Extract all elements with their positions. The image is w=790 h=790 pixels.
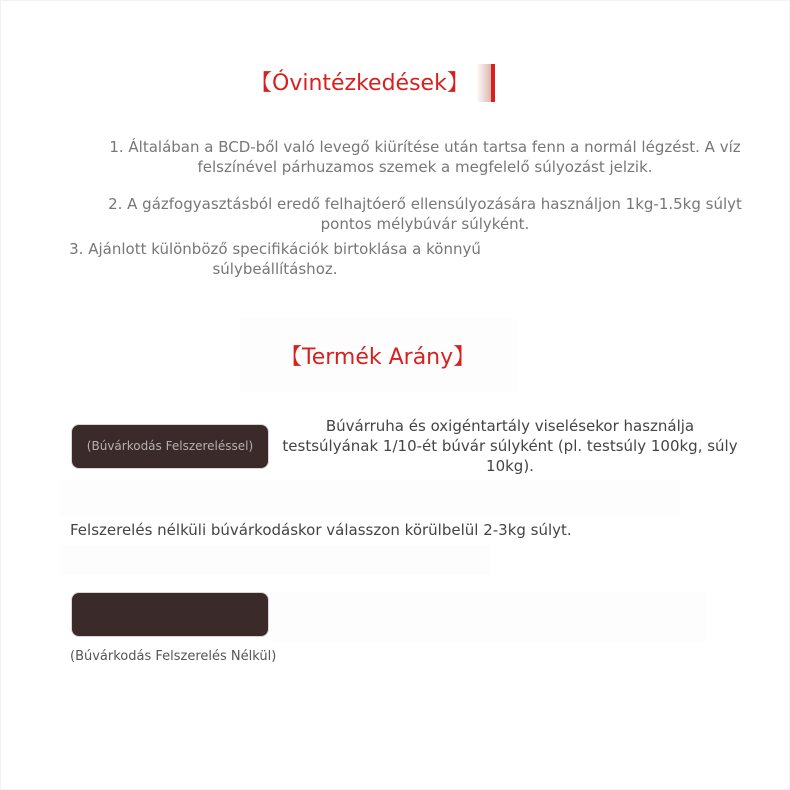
precautions-heading: 【Óvintézkedések】 — [250, 71, 469, 96]
background-panel — [270, 592, 706, 642]
precaution-item-2: 2. A gázfogyasztásból eredő felhajtóerő ellensúlyozására használjon 1kg-1.5kg súlyt pontos mélybúvár súlyként. — [108, 195, 742, 233]
without-gear-description: Felszerelés nélküli búvárkodáskor válasszon körülbelül 2-3kg súlyt. — [70, 521, 572, 539]
accent-fade — [476, 64, 492, 102]
background-panel — [60, 545, 490, 575]
heading-accent-bar — [476, 64, 496, 102]
product-ratio-heading: 【Termék Arány】 — [280, 345, 476, 370]
precaution-item-3: 3. Ajánlott különböző specifikációk birtoklása a könnyű súlybeállításhoz. — [69, 240, 481, 278]
precaution-item-1: 1. Általában a BCD-ből való levegő kiürítése után tartsa fenn a normál légzést. A víz felszínével párhuzamos szemek a megfelelő súlyozást jelzik. — [109, 138, 741, 176]
without-gear-badge — [72, 593, 268, 636]
with-gear-description: Búvárruha és oxigéntartály viselésekor használja testsúlyának 1/10-ét búvár súlyként (pl. testsúly 100kg, súly 10kg). — [282, 417, 738, 475]
with-gear-badge-label: (Búvárkodás Felszereléssel) — [86, 439, 254, 453]
accent-line — [491, 64, 495, 102]
with-gear-badge — [72, 425, 268, 468]
without-gear-caption: (Búvárkodás Felszerelés Nélkül) — [70, 649, 277, 664]
background-panel — [60, 480, 680, 516]
